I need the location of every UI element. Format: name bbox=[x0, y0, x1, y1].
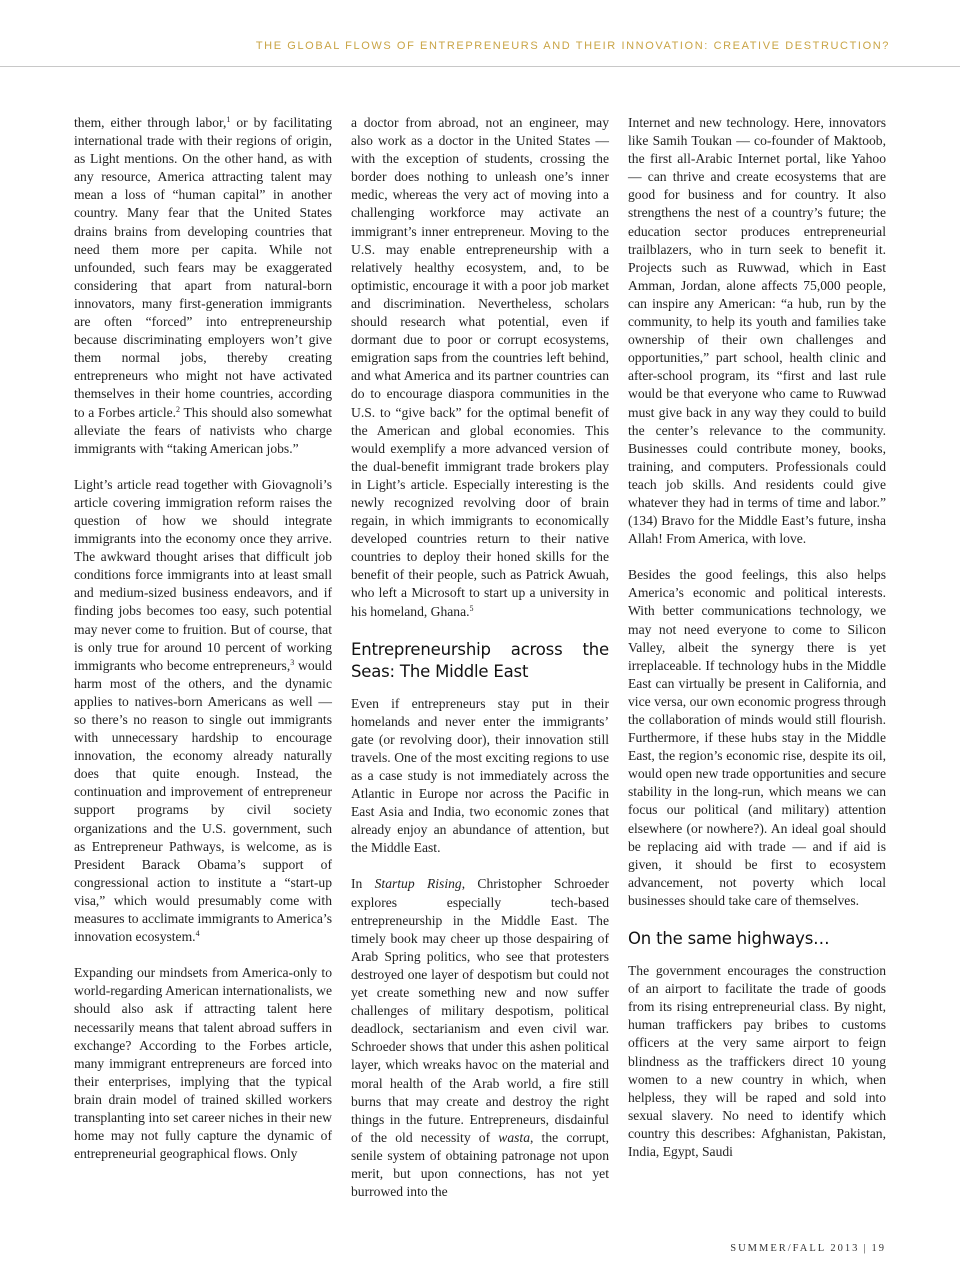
text-run: In bbox=[351, 876, 375, 892]
issue-label: SUMMER/FALL 2013 bbox=[730, 1243, 860, 1254]
page-number: 19 bbox=[871, 1243, 886, 1254]
section-heading: Entrepreneurship across the Seas: The Middle East bbox=[351, 639, 609, 681]
book-title: Startup Rising bbox=[374, 876, 462, 892]
footnote-ref[interactable]: 3 bbox=[290, 657, 295, 667]
paragraph: Internet and new technology. Here, innovators like Samih Toukan — co-founder of Maktoob, the first all-Arabic Internet portal, like Yahoo — can thrive and create ecosystems that are good for business and for country. It also strengthens the nest of a country’s future; the education sector produces entrepreneurial trailblazers, who in turn seek to benefit it. Projects such as Ruwwad, which in East Amman, Jordan, alone affects 75,000 people, can inspire any American: “a hub, run by the community, to help its youth and families take ownership of their own challenges and opportunities,” part school, health clinic and after-school program, its “first and last rule would be that everyone who came to Ruwwad must give back in any way they could to build the center’s relevance to the community. Businesses could contribute money, books, training, and computers. Professionals could teach job skills. And residents could give whatever they had in terms of time and labor.” (134) Bravo for the Middle East’s future, insha Allah! From America, with love. bbox=[628, 115, 886, 547]
paragraph: Expanding our mindsets from America-only to world-regarding American internationalists, we should also ask if attracting talent here necessarily means that talent abroad suffers in exchange? According to the Forbes article, many immigrant entrepreneurs are forced into their enterprises, implying that the typical brain drain model of trained skilled workers transplanting into set career niches in their new home may not fully capture the dynamic of entrepreneurial geographical flows. Only bbox=[74, 965, 332, 1162]
text-run: , Christopher Schroeder explores especially tech-based entrepreneurship in the Middle East. The timely book may cheer up those despairing of Arab Spring politics, who see that protesters destroyed one layer of despotism but could not yet create something new and now suffer challenges of military despotism, political deadlock, sectarianism and even civil war. Schroeder shows that under this ashen political layer, which wreaks havoc on the material and moral health of the Arab world, a fire still burns that may create and destroy the right things in the future. Entrepreneurs, disdainful of the old necessity of bbox=[351, 876, 609, 1145]
column-2 bbox=[351, 114, 609, 1219]
paragraph bbox=[351, 875, 609, 1201]
footnote-ref[interactable]: 1 bbox=[226, 115, 231, 124]
paragraph bbox=[74, 476, 332, 946]
paragraph bbox=[74, 114, 332, 458]
text-run: Light’s article read together with Giovagnoli’s article covering immigration reform raises the question of how we should integrate immigrants into the economy once they arrive. The awkward thought arises that difficult job conditions force immigrants into at least small and medium-sized business endeavors, and if finding jobs becomes too easy, such potential may never come to fruition. But of course, that is only true for around 10 percent of working immigrants who become entrepreneurs, bbox=[74, 476, 332, 673]
header-divider bbox=[0, 66, 960, 67]
column-3 bbox=[628, 114, 886, 1179]
text-run: would harm most of the others, and the dynamic applies to natives-born Americans as well — so there’s no reason to single out immigrants with unnecessary hardship to encourage innovation, the economy already naturally does that quite enough. Instead, the continuation and improvement of entrepreneur support programs by civil society organizations and the U.S. government, such as Entrepreneur Pathways, is welcome, as is President Barack Obama’s support of congressional action to institute a “start-up visa,” which would presumably come with measures to acclimate immigrants to America’s innovation ecosystem. bbox=[74, 657, 332, 945]
italic-term: wasta bbox=[498, 1129, 530, 1145]
text-run: or by facilitating international trade with their regions of origin, as Light mentions. On the other hand, as with any resource, America attracting talent may mean a loss of “human capital” in another country. Many fear that the United States drains brains from developing countries that need them more per capita. While not unfounded, such fears may be exaggerated considering that apart from natural-born innovators, many first-generation immigrants are often “forced” into entrepreneurship because discriminating employers won’t give them normal jobs, thereby creating entrepreneurs who might not have activated themselves in their home countries, according to a Forbes article. bbox=[74, 115, 333, 420]
running-head: THE GLOBAL FLOWS OF ENTREPRENEURS AND THEIR INNOVATION: CREATIVE DESTRUCTION? bbox=[255, 40, 890, 52]
paragraph: The government encourages the construction of an airport to facilitate the trade of goods from its rising entrepreneurial class. By night, human traffickers pay bribes to customs officers at the very same airport to feign blindness as the traffickers direct 10 young women to a new country in which, when helpless, they will be raped and sold into sexual slavery. No need to identify which country this describes: Afghanistan, Pakistan, India, Egypt, Saudi bbox=[628, 963, 886, 1159]
footnote-ref[interactable]: 4 bbox=[195, 929, 200, 939]
footer-separator: | bbox=[863, 1243, 868, 1254]
footnote-ref[interactable]: 5 bbox=[469, 603, 474, 613]
footnote-ref[interactable]: 2 bbox=[176, 404, 181, 414]
page-footer bbox=[730, 1243, 886, 1254]
text-run: a doctor from abroad, not an engineer, may also work as a doctor in the United States — with the exception of students, crossing the border does nothing to unleash one’s inner medic, whereas the very act of moving into a challenging workforce may activate an immigrant’s inner entrepreneur. Moving to the U.S. may enable entrepreneurship with a relatively healthy ecosystem, and, to be optimistic, encourage it with a poor job market and discrimination. Nevertheless, scholars should research what potential, even if dormant due to poor or corrupt ecosystems, emigration saps from the countries left behind, and what America and its partner countries can do to encourage diaspora communities in the U.S. to “give back” for the optimal benefit of the American and global economies. This would exemplify a more advanced version of the dual-benefit immigrant trade brokers play in Light’s article. Especially interesting is the newly recognized revolving door of brain regain, in which immigrants to economically developed countries return to their native countries to deploy their honed skills for the benefit of their people, such as Patrick Awuah, who left a Microsoft to start up a university in his homeland, Ghana. bbox=[351, 115, 609, 619]
section-heading: On the same highways… bbox=[628, 929, 830, 949]
paragraph: Even if entrepreneurs stay put in their homelands and never enter the immigrants’ gate (or revolving door), their innovation still travels. One of the most exciting regions to use as a case study is not immediately across the Atlantic in Europe nor across the Pacific in East Asia and India, two economic zones that already enjoy an abundance of attention, but the Middle East. bbox=[351, 695, 609, 856]
text-run: , the corrupt, senile system of obtaining patronage not upon merit, but upon connections, has not yet burrowed into the bbox=[351, 1129, 609, 1200]
paragraph bbox=[351, 114, 609, 621]
paragraph: Besides the good feelings, this also helps America’s economic and political interests. With better communications technology, we may not need everyone to come to Silicon Valley, albeit the synergy there is yet irreplaceable. If technology hubs in the Middle East can virtually be present in California, and vice versa, our own economic progress through the collaboration of minds would still flourish. Furthermore, if these hubs stay in the Middle East, the region’s economic rise, despite its oil, would open new trade opportunities and secure stability in the long-run, which means we can focus our political (and military) attention elsewhere (or nowhere?). An ideal goal should be replacing aid with trade — and if aid is given, it should be first to ecosystem advancement, not poverty which local businesses should take care of themselves. bbox=[628, 567, 886, 908]
text-run: them, either through labor, bbox=[74, 115, 227, 130]
column-1 bbox=[74, 114, 332, 1181]
text-run: This should also somewhat alleviate the fears of nativists who charge immigrants with “taking American jobs.” bbox=[74, 404, 332, 456]
